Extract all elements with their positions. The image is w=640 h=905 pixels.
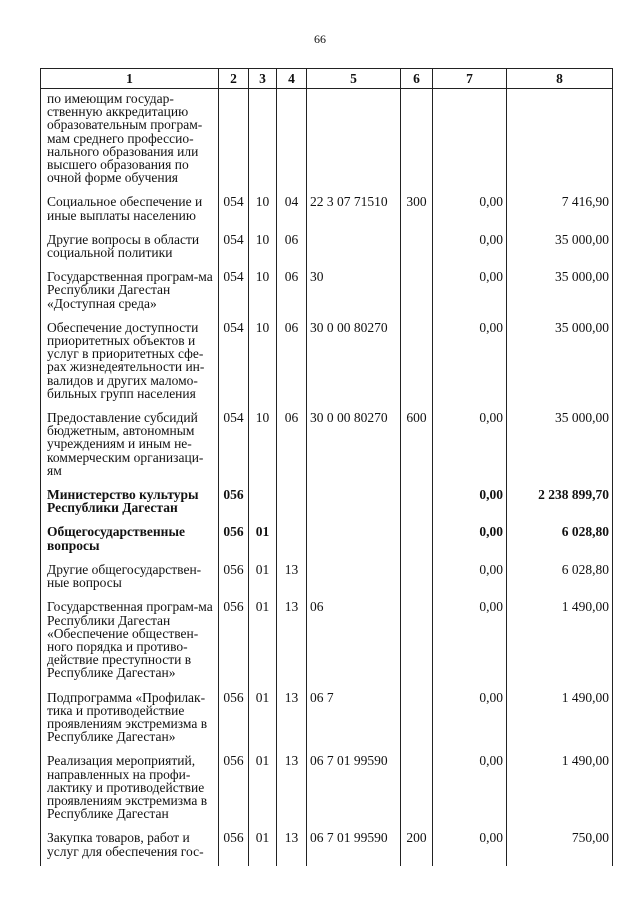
column-header: 2 <box>219 69 249 89</box>
page-bottom-edge <box>40 888 612 905</box>
table-row <box>41 408 613 485</box>
target-article-cell: 06 7 01 99590 <box>307 751 401 828</box>
ministry-code-cell: 056 <box>219 828 249 865</box>
value-column7-cell: 0,00 <box>433 267 507 318</box>
value-column8-cell: 35 000,00 <box>507 230 613 267</box>
value-column7-cell: 0,00 <box>433 230 507 267</box>
row-name-cell: Государственная програм-ма Республики Дагестан «Доступная среда» <box>41 267 219 318</box>
value-column7-cell: 0,00 <box>433 688 507 752</box>
ministry-code-cell: 056 <box>219 688 249 752</box>
value-column7-cell: 0,00 <box>433 597 507 687</box>
value-column8-cell: 7 416,90 <box>507 192 613 229</box>
row-name-cell: Государственная програм-ма Республики Дагестан «Обеспечение обществен-ного порядка и противо-действие преступности в Республике Дагестан» <box>41 597 219 687</box>
subsection-code-cell: 06 <box>277 408 307 485</box>
column-header: 6 <box>401 69 433 89</box>
value-column8-cell: 35 000,00 <box>507 408 613 485</box>
section-code-cell: 01 <box>249 522 277 559</box>
expense-type-cell <box>401 688 433 752</box>
value-column7-cell: 0,00 <box>433 318 507 408</box>
column-header: 4 <box>277 69 307 89</box>
expense-type-cell <box>401 230 433 267</box>
row-name-cell: по имеющим государ-ственную аккредитацию образовательным програм-мам среднего профессио-нального образования или высшего образования по очной форме обучения <box>41 89 219 193</box>
target-article-cell <box>307 89 401 193</box>
row-name-cell: Закупка товаров, работ и услуг для обеспечения гос- <box>41 828 219 865</box>
subsection-code-cell: 04 <box>277 192 307 229</box>
ministry-code-cell: 054 <box>219 230 249 267</box>
expense-type-cell <box>401 267 433 318</box>
table-row <box>41 597 613 687</box>
subsection-code-cell: 13 <box>277 828 307 865</box>
target-article-cell <box>307 522 401 559</box>
expense-type-cell <box>401 89 433 193</box>
ministry-code-cell: 056 <box>219 560 249 597</box>
row-name-cell: Министерство культуры Республики Дагестан <box>41 485 219 522</box>
table-row <box>41 89 613 193</box>
expense-type-cell <box>401 751 433 828</box>
row-name-cell: Социальное обеспечение и иные выплаты населению <box>41 192 219 229</box>
table-row <box>41 318 613 408</box>
ministry-code-cell: 054 <box>219 192 249 229</box>
row-name-cell: Другие общегосударствен-ные вопросы <box>41 560 219 597</box>
row-name-cell: Подпрограмма «Профилак-тика и противодействие проявлениям экстремизма в Республике Дагестан» <box>41 688 219 752</box>
section-code-cell: 01 <box>249 560 277 597</box>
table-row <box>41 522 613 559</box>
target-article-cell: 22 3 07 71510 <box>307 192 401 229</box>
table-header-row <box>41 69 613 89</box>
row-name-cell: Общегосударственные вопросы <box>41 522 219 559</box>
subsection-code-cell: 06 <box>277 318 307 408</box>
row-name-cell: Предоставление субсидий бюджетным, автономным учреждениям и иным не-коммерческим организаци-ям <box>41 408 219 485</box>
column-header: 5 <box>307 69 401 89</box>
subsection-code-cell: 06 <box>277 230 307 267</box>
value-column7-cell: 0,00 <box>433 560 507 597</box>
section-code-cell: 01 <box>249 751 277 828</box>
table-row <box>41 828 613 865</box>
row-name-cell: Обеспечение доступности приоритетных объектов и услуг в приоритетных сфе-рах жизнедеятельности ин-валидов и других маломо-бильных групп населения <box>41 318 219 408</box>
subsection-code-cell: 13 <box>277 688 307 752</box>
subsection-code-cell <box>277 485 307 522</box>
ministry-code-cell: 054 <box>219 408 249 485</box>
page-number: 66 <box>314 32 326 46</box>
column-header: 1 <box>41 69 219 89</box>
column-header: 7 <box>433 69 507 89</box>
value-column8-cell: 35 000,00 <box>507 318 613 408</box>
value-column7-cell: 0,00 <box>433 485 507 522</box>
section-code-cell: 10 <box>249 230 277 267</box>
row-name-cell: Реализация мероприятий, направленных на профи-лактику и противодействие проявлениям экстремизма в Республике Дагестан <box>41 751 219 828</box>
section-code-cell: 01 <box>249 828 277 865</box>
value-column8-cell <box>507 89 613 193</box>
column-header: 8 <box>507 69 613 89</box>
ministry-code-cell: 056 <box>219 751 249 828</box>
expense-type-cell: 300 <box>401 192 433 229</box>
value-column7-cell <box>433 89 507 193</box>
target-article-cell: 30 0 00 80270 <box>307 318 401 408</box>
subsection-code-cell <box>277 89 307 193</box>
ministry-code-cell: 056 <box>219 597 249 687</box>
ministry-code-cell: 056 <box>219 522 249 559</box>
target-article-cell <box>307 560 401 597</box>
subsection-code-cell: 13 <box>277 597 307 687</box>
ministry-code-cell: 054 <box>219 267 249 318</box>
value-column7-cell: 0,00 <box>433 751 507 828</box>
expense-type-cell <box>401 485 433 522</box>
value-column7-cell: 0,00 <box>433 522 507 559</box>
section-code-cell: 10 <box>249 192 277 229</box>
section-code-cell <box>249 485 277 522</box>
target-article-cell: 06 7 <box>307 688 401 752</box>
value-column7-cell: 0,00 <box>433 828 507 865</box>
table-row <box>41 267 613 318</box>
section-code-cell: 01 <box>249 688 277 752</box>
expense-type-cell: 200 <box>401 828 433 865</box>
table-row <box>41 688 613 752</box>
value-column8-cell: 1 490,00 <box>507 688 613 752</box>
section-code-cell: 01 <box>249 597 277 687</box>
value-column7-cell: 0,00 <box>433 192 507 229</box>
value-column8-cell: 6 028,80 <box>507 522 613 559</box>
subsection-code-cell <box>277 522 307 559</box>
value-column8-cell: 1 490,00 <box>507 597 613 687</box>
section-code-cell: 10 <box>249 318 277 408</box>
ministry-code-cell: 056 <box>219 485 249 522</box>
column-header: 3 <box>249 69 277 89</box>
value-column8-cell: 35 000,00 <box>507 267 613 318</box>
expense-type-cell: 600 <box>401 408 433 485</box>
value-column8-cell: 6 028,80 <box>507 560 613 597</box>
ministry-code-cell: 054 <box>219 318 249 408</box>
section-code-cell: 10 <box>249 267 277 318</box>
subsection-code-cell: 13 <box>277 560 307 597</box>
row-name-cell: Другие вопросы в области социальной политики <box>41 230 219 267</box>
expense-type-cell <box>401 318 433 408</box>
target-article-cell: 30 <box>307 267 401 318</box>
table-row <box>41 560 613 597</box>
subsection-code-cell: 06 <box>277 267 307 318</box>
value-column8-cell: 1 490,00 <box>507 751 613 828</box>
value-column8-cell: 2 238 899,70 <box>507 485 613 522</box>
target-article-cell: 30 0 00 80270 <box>307 408 401 485</box>
expense-type-cell <box>401 597 433 687</box>
table-row <box>41 751 613 828</box>
expense-type-cell <box>401 522 433 559</box>
table-row <box>41 192 613 229</box>
target-article-cell: 06 7 01 99590 <box>307 828 401 865</box>
section-code-cell: 10 <box>249 408 277 485</box>
target-article-cell <box>307 230 401 267</box>
section-code-cell <box>249 89 277 193</box>
ministry-code-cell <box>219 89 249 193</box>
expense-type-cell <box>401 560 433 597</box>
budget-table <box>40 68 613 866</box>
subsection-code-cell: 13 <box>277 751 307 828</box>
target-article-cell <box>307 485 401 522</box>
table-row <box>41 485 613 522</box>
value-column8-cell: 750,00 <box>507 828 613 865</box>
target-article-cell: 06 <box>307 597 401 687</box>
table-row <box>41 230 613 267</box>
value-column7-cell: 0,00 <box>433 408 507 485</box>
